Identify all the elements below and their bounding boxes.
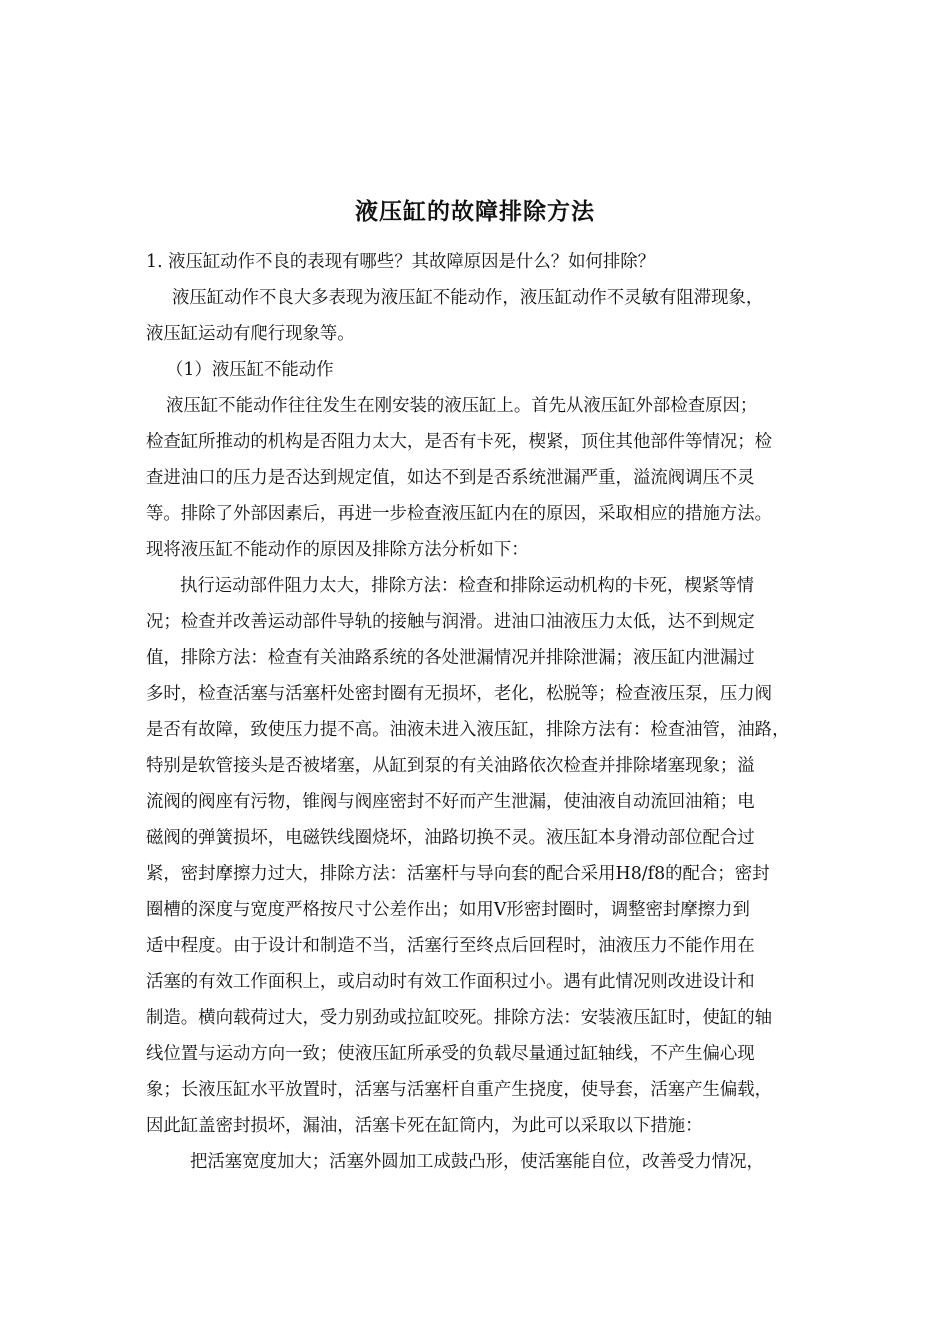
paragraph-line: 象；长液压缸水平放置时，活塞与活塞杆自重产生挠度，使导套，活塞产生偏载， (146, 1080, 773, 1100)
paragraph-line: 流阀的阀座有污物，锥阀与阀座密封不好而产生泄漏，使油液自动流回油箱；电 (146, 792, 755, 812)
section-heading: （1）液压缸不能动作 (166, 360, 334, 380)
paragraph-line: 现将液压缸不能动作的原因及排除方法分析如下： (146, 540, 529, 560)
paragraph-line: 磁阀的弹簧损坏，电磁铁线圈烧坏，油路切换不灵。液压缸本身滑动部位配合过 (146, 828, 755, 848)
paragraph-line: 执行运动部件阻力太大，排除方法：检查和排除运动机构的卡死，楔紧等情 (180, 576, 754, 596)
paragraph-line: 检查缸所推动的机构是否阻力太大，是否有卡死，楔紧，顶住其他部件等情况；检 (146, 432, 773, 452)
paragraph-line: 特别是软管接头是否被堵塞，从缸到泵的有关油路依次检查并排除堵塞现象；溢 (146, 756, 755, 776)
paragraph-line: 值，排除方法：检查有关油路系统的各处泄漏情况并排除泄漏；液压缸内泄漏过 (146, 648, 755, 668)
paragraph-line: 因此缸盖密封损坏，漏油，活塞卡死在缸筒内，为此可以采取以下措施： (146, 1116, 703, 1136)
paragraph-line: 查进油口的压力是否达到规定值，如达不到是否系统泄漏严重，溢流阀调压不灵 (146, 468, 755, 488)
paragraph-line: 紧，密封摩擦力过大，排除方法：活塞杆与导向套的配合采用H8/f8的配合；密封 (146, 864, 770, 884)
question-heading: 1. 液压缸动作不良的表现有哪些？其故障原因是什么？如何排除？ (146, 252, 656, 272)
paragraph-line: 把活塞宽度加大；活塞外圆加工成鼓凸形，使活塞能自位，改善受力情况， (190, 1152, 764, 1172)
paragraph-line: 圈槽的深度与宽度严格按尺寸公差作出；如用V形密封圈时，调整密封摩擦力到 (146, 900, 750, 920)
document-title: 液压缸的故障排除方法 (355, 199, 595, 225)
paragraph-line: 等。排除了外部因素后，再进一步检查液压缸内在的原因，采取相应的措施方法。 (146, 504, 773, 524)
paragraph-line: 适中程度。由于设计和制造不当，活塞行至终点后回程时，油液压力不能作用在 (146, 936, 755, 956)
paragraph-line: 线位置与运动方向一致；使液压缸所承受的负载尽量通过缸轴线，不产生偏心现 (146, 1044, 755, 1064)
paragraph-line: 是否有故障，致使压力提不高。油液未进入液压缸，排除方法有：检查油管，油路， (146, 720, 790, 740)
paragraph-line: 况；检查并改善运动部件导轨的接触与润滑。进油口油液压力太低，达不到规定 (146, 612, 755, 632)
paragraph-line: 液压缸动作不良大多表现为液压缸不能动作，液压缸动作不灵敏有阻滞现象， (172, 288, 764, 308)
paragraph-line: 液压缸运动有爬行现象等。 (146, 324, 355, 344)
paragraph-line: 活塞的有效工作面积上，或启动时有效工作面积过小。遇有此情况则改进设计和 (146, 972, 755, 992)
paragraph-line: 多时，检查活塞与活塞杆处密封圈有无损坏，老化，松脱等；检查液压泵，压力阀 (146, 684, 773, 704)
paragraph-line: 制造。横向载荷过大，受力别劲或拉缸咬死。排除方法：安装液压缸时，使缸的轴 (146, 1008, 773, 1028)
paragraph-line: 液压缸不能动作往往发生在刚安装的液压缸上。首先从液压缸外部检查原因； (166, 396, 758, 416)
